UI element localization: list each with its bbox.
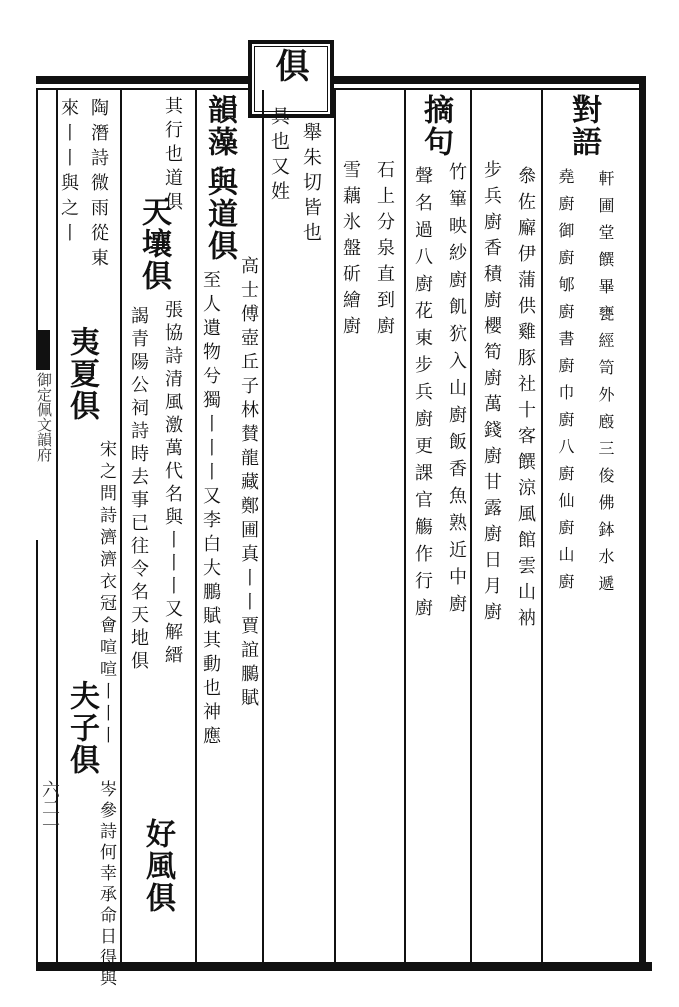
duiyu-column-3: 叅佐廨伊蒲供雞豚社十客饌涼風館雲山衲 bbox=[515, 166, 536, 634]
duiyu-column-1: 軒圃堂饌畢甕經笥外廏三俊佛鉢水遞 bbox=[596, 170, 615, 602]
yunzao-text-8: 宋之問詩濟濟衣冠會喧喧丨丨丨 bbox=[96, 440, 116, 748]
zhaiju-column-3: 石上分泉直到廚 bbox=[374, 160, 395, 342]
yunzao-text-4: 張協詩清風激萬代名與丨丨丨又解縉 bbox=[162, 300, 183, 668]
yunzao-entry-haofengju: 好風俱 bbox=[140, 818, 175, 914]
frame-top-thin-rule bbox=[36, 88, 646, 90]
yunzao-text-3: 其行也道俱 bbox=[162, 96, 183, 216]
column-rule bbox=[120, 90, 122, 962]
frame-right-rule bbox=[639, 76, 646, 971]
gloss-line-2: 具也又姓 bbox=[268, 106, 290, 206]
yunzao-text-7: 來丨丨與之丨 bbox=[58, 98, 79, 248]
column-rule bbox=[541, 90, 543, 962]
column-rule bbox=[404, 90, 406, 962]
yunzao-text-9: 岑參詩何幸承命日得與 bbox=[96, 780, 116, 990]
yunzao-entry-yudaoju: 與道俱 bbox=[202, 166, 237, 262]
yunzao-text-1: 高士傅壺丘子林賛龍藏鄭圃真丨丨賈誼鵩賦 bbox=[238, 256, 259, 712]
margin-black-mark bbox=[36, 330, 50, 370]
gloss-line-1: 舉朱切皆也 bbox=[300, 122, 322, 247]
section-label-zhaiju: 摘句 bbox=[418, 94, 453, 158]
yunzao-text-6: 陶潛詩微雨從東 bbox=[88, 98, 109, 273]
folio-number: 六二一 bbox=[39, 780, 60, 834]
section-label-duiyu: 對語 bbox=[566, 94, 601, 158]
duiyu-column-4: 步兵廚香積廚櫻筍廚萬錢廚甘露廚日月廚 bbox=[481, 160, 502, 628]
column-rule bbox=[470, 90, 472, 962]
zhaiju-column-2: 聲名過八廚花東步兵廚更課官觴作行廚 bbox=[412, 166, 433, 625]
yunzao-text-2: 至人遺物兮獨丨丨丨又李白大鵬賦其動也神應 bbox=[200, 270, 221, 750]
yunzao-entry-tianrangju: 天壤俱 bbox=[136, 196, 171, 292]
zhaiju-column-4: 雪藕氷盤斫繪廚 bbox=[340, 160, 361, 342]
frame-top-rule bbox=[36, 76, 646, 84]
yunzao-entry-yixiaju: 夷夏俱 bbox=[64, 326, 99, 422]
column-rule bbox=[262, 90, 264, 962]
heading-character: 俱 bbox=[269, 48, 309, 84]
frame-bottom-rule bbox=[36, 962, 652, 971]
margin-book-title: 御定佩文韻府 bbox=[35, 372, 53, 462]
zhaiju-column-1: 竹篳映紗廚飢狖入山廚飯香魚熟近中廚 bbox=[446, 162, 467, 621]
column-rule bbox=[195, 90, 197, 962]
yunzao-text-5: 謁青陽公祠詩時去事已往令名天地俱 bbox=[128, 306, 149, 674]
duiyu-column-2: 堯廚御廚郇廚書廚巾廚八廚仙廚山廚 bbox=[556, 168, 575, 600]
section-label-yunzao: 韻藻 bbox=[202, 94, 237, 158]
column-rule bbox=[334, 90, 336, 962]
margin-edge-rule bbox=[36, 90, 38, 330]
yunzao-entry-fuziju: 夫子俱 bbox=[64, 680, 99, 776]
margin-edge-rule bbox=[36, 540, 38, 962]
